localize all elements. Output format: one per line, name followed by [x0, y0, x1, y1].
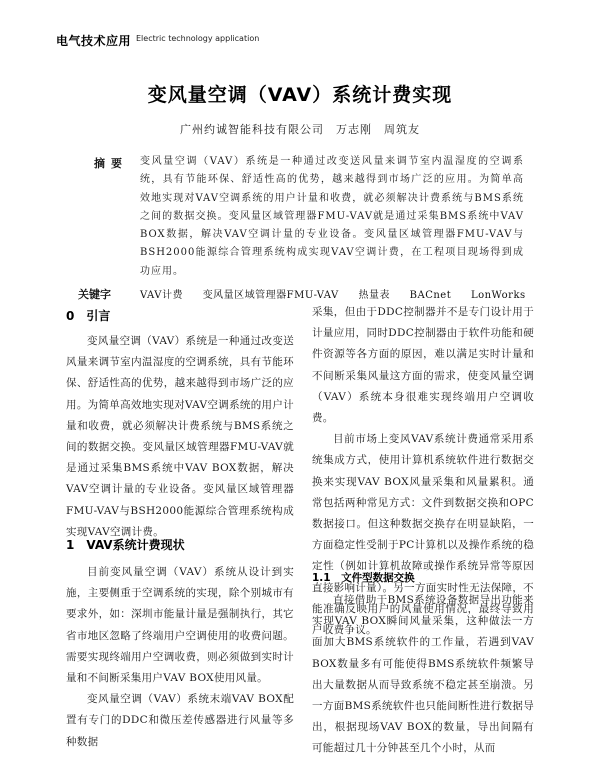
section-1-body [66, 562, 294, 748]
section-heading-1: 1 VAV系统计费现状 [66, 538, 185, 552]
keywords-list [140, 286, 542, 301]
journal-name: 电气技术应用 [56, 34, 132, 48]
paragraph: 目前变风量空调（VAV）系统从设计到实施，主要侧重于空调系统的实现，除个别城市有要求外，如：深圳市能量计量是强制执行，其它省市地区忽略了终端用户空调使用的收费问题。需要实现终端用户空调收费，则必须做到实时计量和不间断采集用户VAV BOX使用风量。 [66, 566, 294, 685]
abstract-label: 摘要 [94, 157, 128, 170]
paragraph: 变风量空调（VAV）系统末端VAV BOX配置有专门的DDC和微压差传感器进行风量等多种数据 [66, 693, 294, 748]
keyword: 热量表 [358, 290, 390, 301]
subsection-heading-1-1: 1.1 文件型数据交换 [312, 572, 415, 584]
keyword: 变风量区域管理器FMU-VAV [202, 290, 339, 301]
keyword: BACnet [409, 290, 452, 301]
paper-title: 变风量空调（VAV）系统计费实现 [147, 84, 453, 106]
paragraph: 变风量空调（VAV）系统是一种通过改变送风量来调节室内温湿度的空调系统，具有节能环保、舒适性高的优势，越来越得到市场广泛的应用。为简单高效地实现对VAV空调系统的用户计量和收费，就必须解决计费系统与BMS系统之间的数据交换。变风量区域管理器FMU-VAV就是通过采集BMS系统中VAV BOX数据，解决VAV空调计量的专业设备。变风量区域管理器FMU-VAV与BSH2000能源综合管理系统构成实现VAV空调计费。 [66, 335, 294, 538]
authors-affiliation: 广州约诚智能科技有限公司 万志刚 周筑友 [180, 123, 420, 136]
journal-header [56, 32, 576, 48]
intro-body [66, 331, 294, 538]
paragraph: 直接借助于BMS系统设备数据导出功能来实现VAV BOX瞬间风量采集，这种做法一方面加大BMS系统软件的工作量，若遇到VAV BOX数量多有可能使得BMS系统软件频繁导出大量数据从而导致系统不稳定甚至崩溃。另一方面BMS系统软件也只能间断性进行数据导出，根据现场VAV BOX的数量，导出间隔有可能超过几十分钟甚至几个小时，从而 [312, 594, 534, 755]
abstract-text: 变风量空调（VAV）系统是一种通过改变送风量来调节室内温湿度的空调系统，具有节能环保、舒适性高的优势，越来越得到市场广泛的应用。为简单高效地实现对VAV空调系统的用户计量和收费，就必须解决计费系统与BMS系统之间的数据交换。变风量区域管理器FMU-VAV就是通过采集BMS系统中VAV BOX数据，解决VAV空调计量的专业设备。变风量区域管理器FMU-VAV与BSH2000能源综合管理系统构成实现VAV空调计费，在工程项目现场得到成功应用。 [140, 156, 524, 277]
section-heading-intro: 0 引言 [66, 309, 111, 323]
paragraph: 采集，但由于DDC控制器并不是专门设计用于计量应用，同时DDC控制器由于软件功能和硬件资源等各方面的原因，难以满足实时计量和不间断采集风量这方面的需求，使变风量空调（VAV）系统本身很难实现终端用户空调收费。 [312, 306, 534, 425]
subsection-1-1-body [312, 590, 534, 755]
keyword: VAV计费 [140, 290, 183, 301]
paragraph: 目前市场上变风VAV系统计费通常采用系统集成方式，使用计算机系统软件进行数据交换来实现VAV BOX风量采集和风量累积。通常包括两种常见方式：文件到数据交换和OPC数据接口。但这种数据交换存在明显缺陷，一方面稳定性受制于PC计算机以及操作系统的稳定性（例如计算机故障或操作系统异常等原因直接影响计量）。另一方面实时性无法保障，不能准确反映用户的风量使用情况，最终导致用户收费争议。 [312, 433, 534, 637]
keyword: LonWorks [470, 290, 526, 301]
keywords-label: 关键字 [78, 288, 111, 301]
journal-english-name: Electric technology application [136, 34, 260, 43]
